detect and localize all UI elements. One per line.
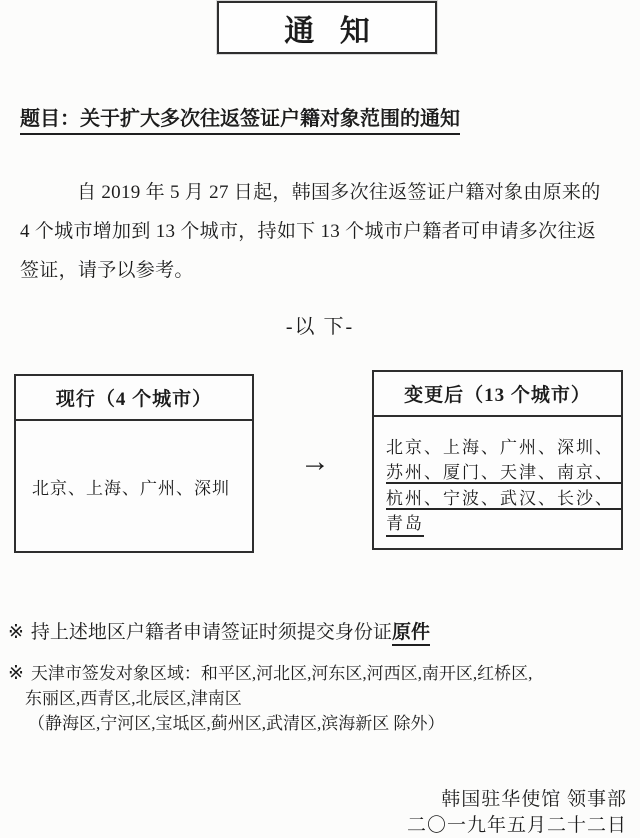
body-paragraph bbox=[20, 173, 626, 290]
reference-mark-icon: ※ bbox=[8, 622, 24, 643]
note-2-line-1 bbox=[8, 661, 532, 686]
signature-block bbox=[407, 787, 627, 838]
notice-title-box bbox=[217, 1, 437, 54]
signature-org: 韩国驻华使馆 领事部 bbox=[441, 789, 627, 810]
note-id-original-required bbox=[8, 617, 430, 644]
note-1-text: 持上述地区户籍者申请签证时须提交身份证 bbox=[30, 622, 392, 643]
current-cities-list: 北京、上海、广州、深圳 bbox=[32, 478, 230, 498]
changed-cities-header: 变更后（13 个城市） bbox=[374, 372, 621, 417]
paragraph-line-2: 4 个城市增加到 13 个城市，持如下 13 个城市户籍者可申请多次往返 bbox=[20, 221, 597, 242]
subject-line bbox=[20, 102, 460, 131]
note-2-line-1-text: 天津市签发对象区域：和平区,河北区,河东区,河西区,南开区,红桥区, bbox=[30, 664, 533, 683]
paragraph-line-3: 签证，请予以参考。 bbox=[20, 260, 194, 281]
note-2-line-3: （静海区,宁河区,宝坻区,蓟州区,武清区,滨海新区 除外） bbox=[28, 714, 445, 733]
signature-date: 二〇一九年五月二十二日 bbox=[406, 815, 627, 836]
changed-cities-box bbox=[372, 370, 623, 550]
changed-cities-row-2: 苏州、厦门、天津、南京、 bbox=[386, 458, 621, 484]
note-1-emphasis: 原件 bbox=[392, 622, 430, 646]
subject-text: 题目：关于扩大多次往返签证户籍对象范围的通知 bbox=[20, 108, 460, 135]
below-divider-label: -以 下- bbox=[285, 316, 355, 338]
paragraph-line-1: 自 2019 年 5 月 27 日起，韩国多次往返签证户籍对象由原来的 bbox=[77, 182, 601, 203]
note-tianjin-districts bbox=[8, 661, 532, 736]
current-cities-header: 现行（4 个城市） bbox=[16, 376, 252, 421]
current-cities-box bbox=[14, 374, 254, 553]
changed-cities-list bbox=[374, 417, 621, 536]
changed-cities-row-4-text: 青岛 bbox=[386, 509, 424, 537]
changed-cities-row-4 bbox=[386, 510, 621, 536]
note-2-line-2: 东丽区,西青区,北辰区,津南区 bbox=[25, 689, 242, 708]
changed-cities-row-1: 北京、上海、广州、深圳、 bbox=[386, 437, 614, 457]
changed-cities-row-3: 杭州、宁波、武汉、长沙、 bbox=[386, 484, 621, 510]
arrow-right-icon: → bbox=[300, 445, 330, 478]
notice-title: 通 知 bbox=[284, 14, 379, 48]
reference-mark-icon: ※ bbox=[8, 663, 24, 684]
